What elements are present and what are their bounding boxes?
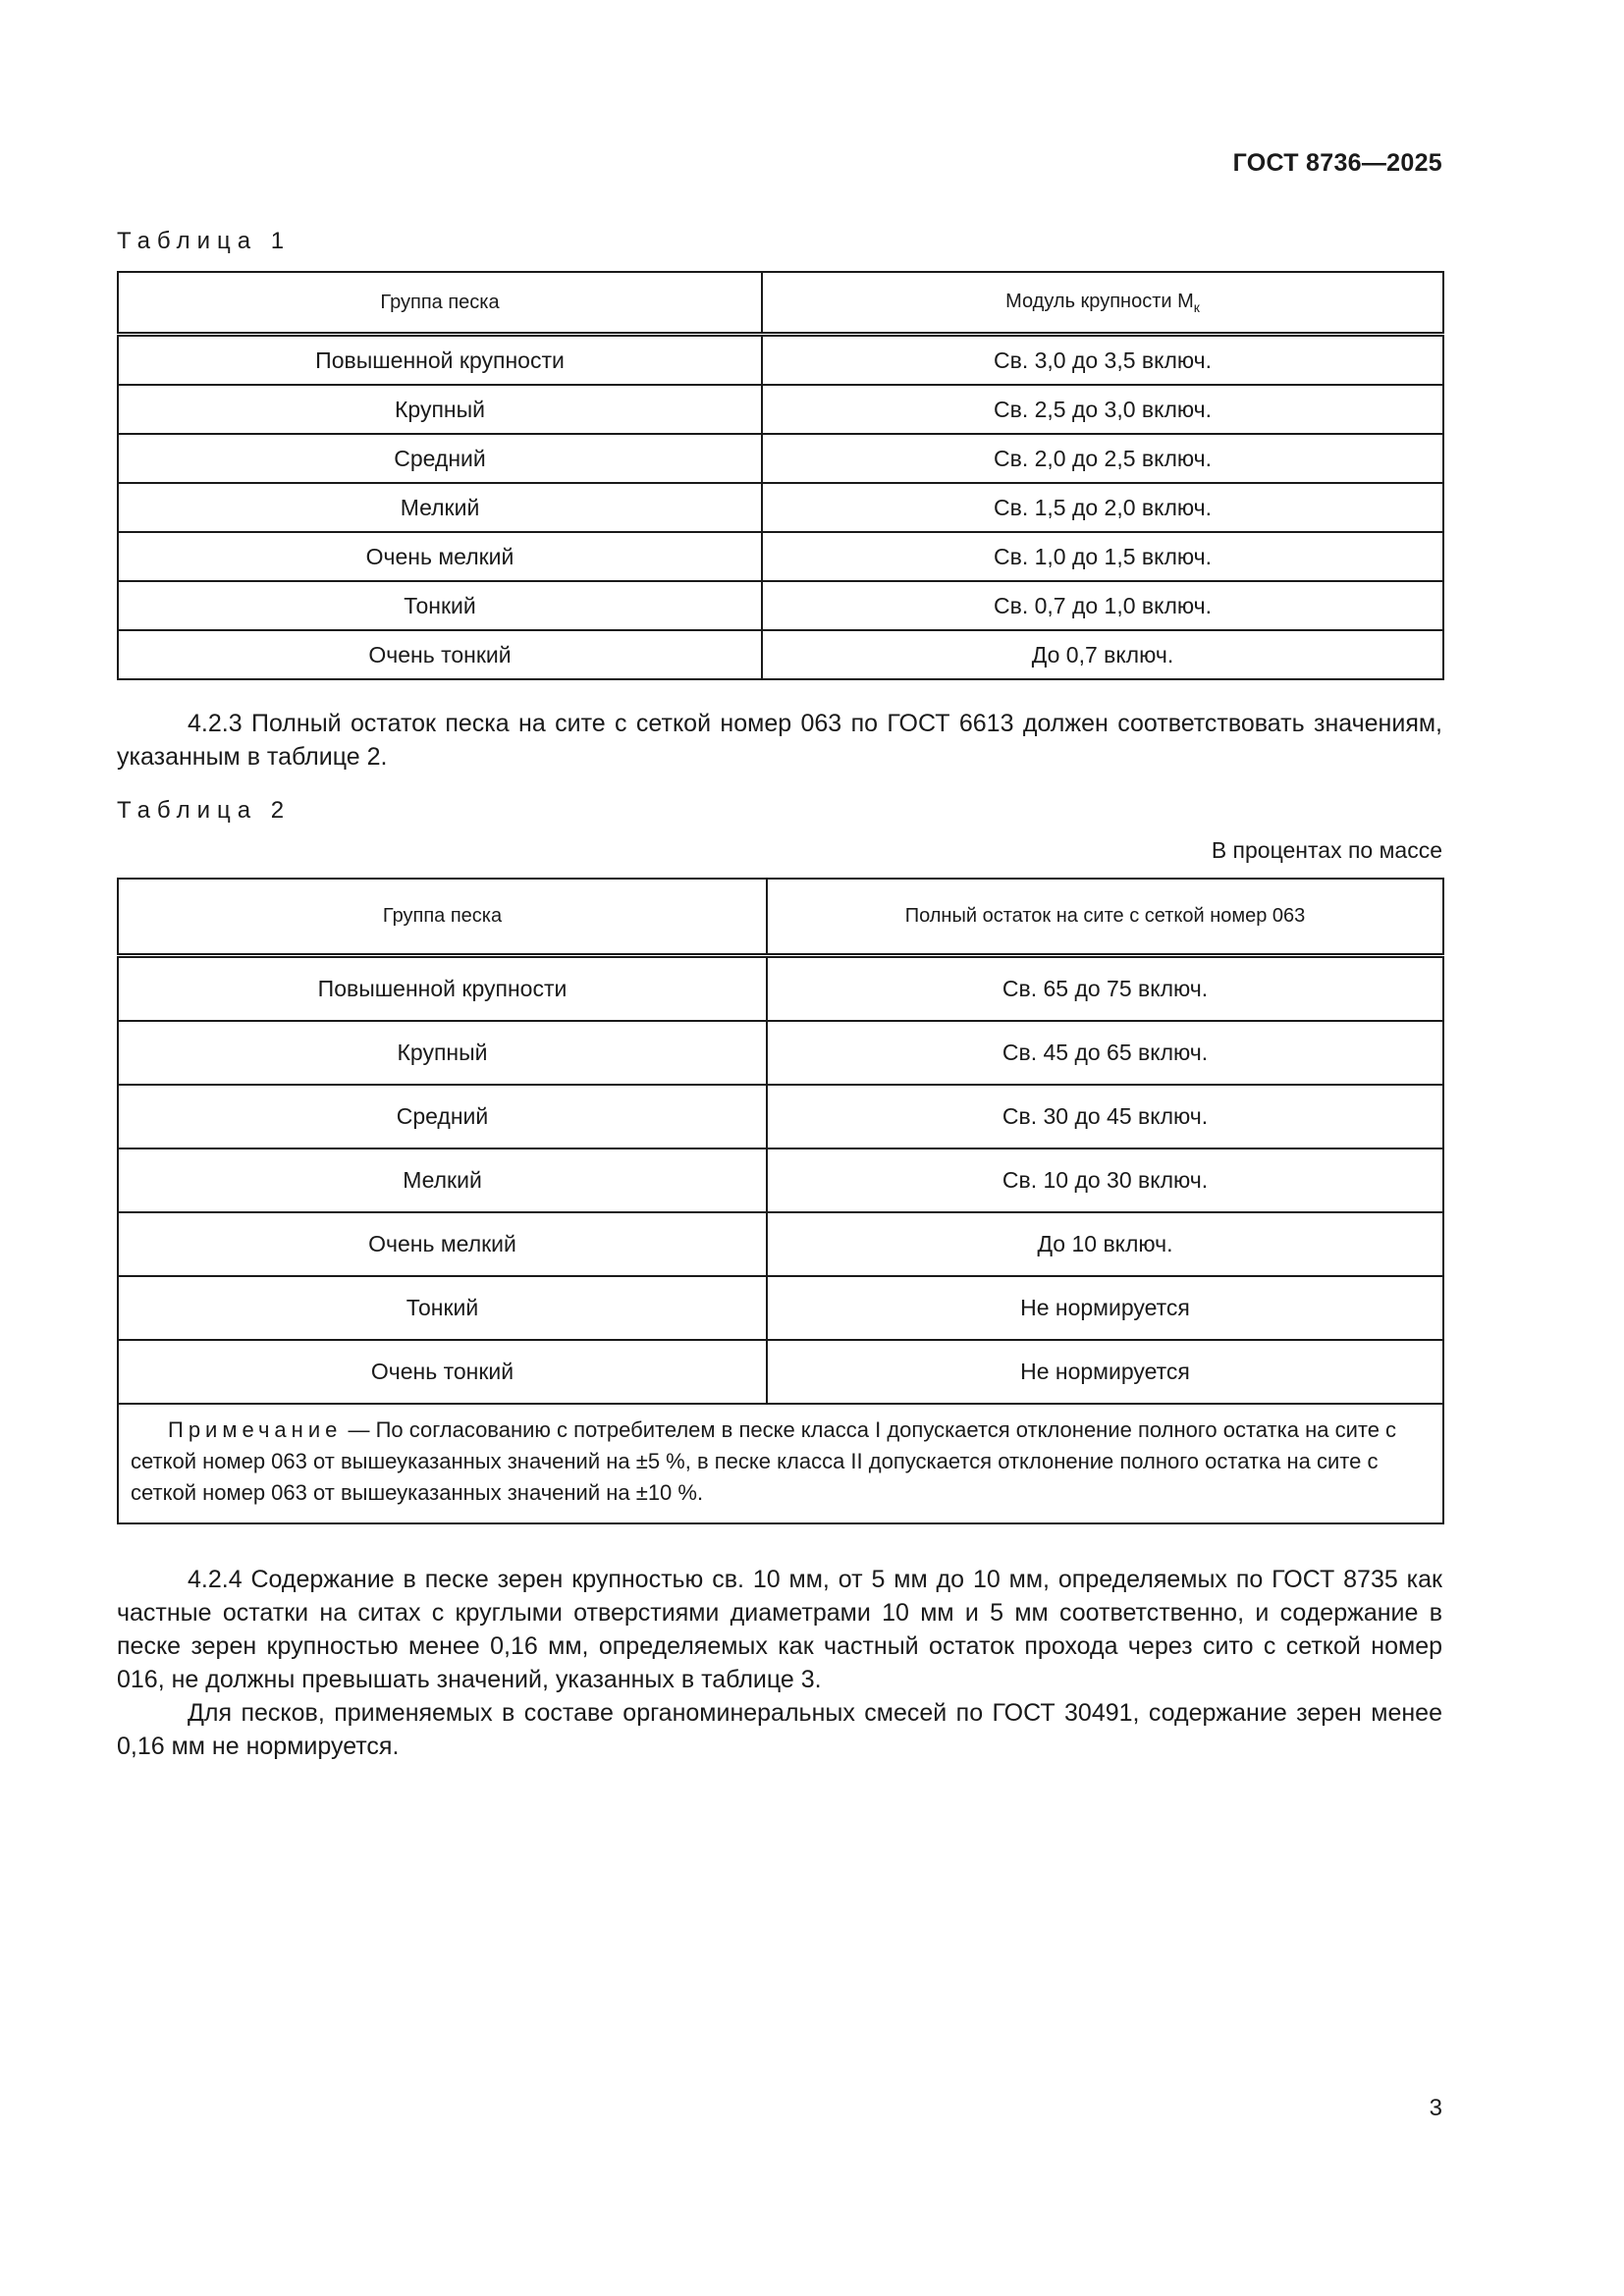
table2-cell: Св. 45 до 65 включ.	[767, 1021, 1443, 1085]
table2-cell: Не нормируется	[767, 1276, 1443, 1340]
table2-cell: До 10 включ.	[767, 1212, 1443, 1276]
table2-units: В процентах по массе	[1211, 837, 1442, 863]
table-row	[118, 532, 1443, 581]
table-row	[118, 434, 1443, 483]
table2	[117, 878, 1444, 1524]
table2-cell: Св. 30 до 45 включ.	[767, 1085, 1443, 1148]
table1-cell: Повышенной крупности	[118, 335, 762, 386]
table-row	[118, 1340, 1443, 1404]
table2-cell: Мелкий	[118, 1148, 767, 1212]
table2-cell: Очень мелкий	[118, 1212, 767, 1276]
paragraph-4-2-4-continued: Для песков, применяемых в составе органоминеральных смесей по ГОСТ 30491, содержание зерен менее 0,16 мм не нормируется.	[117, 1699, 1442, 1760]
table2-note	[118, 1404, 1443, 1523]
table-row	[118, 1212, 1443, 1276]
page-number: 3	[1429, 2095, 1442, 2121]
paragraph-4-2-3: 4.2.3 Полный остаток песка на сите с сеткой номер 063 по ГОСТ 6613 должен соответствовать значениям, указанным в таблице 2.	[117, 710, 1442, 771]
table2-header-group: Группа песка	[118, 879, 767, 956]
table1-cell: Очень тонкий	[118, 630, 762, 679]
table2-cell: Повышенной крупности	[118, 956, 767, 1022]
table-row	[118, 1085, 1443, 1148]
table1-cell: Св. 1,0 до 1,5 включ.	[762, 532, 1443, 581]
table1	[117, 271, 1444, 680]
table-row	[118, 581, 1443, 630]
note-label: Примечание	[168, 1417, 343, 1442]
table2-cell: Тонкий	[118, 1276, 767, 1340]
table1-cell: Крупный	[118, 385, 762, 434]
table1-cell: Мелкий	[118, 483, 762, 532]
table-row	[118, 483, 1443, 532]
table1-header-group: Группа песка	[118, 272, 762, 335]
table1-cell: Св. 2,0 до 2,5 включ.	[762, 434, 1443, 483]
table2-cell: Очень тонкий	[118, 1340, 767, 1404]
table1-cell: Св. 0,7 до 1,0 включ.	[762, 581, 1443, 630]
table1-cell: До 0,7 включ.	[762, 630, 1443, 679]
table2-cell: Св. 65 до 75 включ.	[767, 956, 1443, 1022]
paragraph-4-2-4: 4.2.4 Содержание в песке зерен крупностью св. 10 мм, от 5 мм до 10 мм, определяемых по ГОСТ 8735 как частные остатки на ситах с круглыми отверстиями диаметрами 10 мм и 5 мм соответственно, и содержание в песке зерен крупностью менее 0,16 мм, определяемых как частный остаток прохода через сито с сеткой номер 016, не должны превышать значений, указанных в таблице 3.	[117, 1566, 1442, 1693]
document-header-id: ГОСТ 8736—2025	[1232, 149, 1442, 177]
table2-cell: Не нормируется	[767, 1340, 1443, 1404]
table1-caption: Таблица 1	[117, 228, 292, 254]
table1-cell: Св. 2,5 до 3,0 включ.	[762, 385, 1443, 434]
table-row	[118, 956, 1443, 1022]
table2-cell: Крупный	[118, 1021, 767, 1085]
note-text: — По согласованию с потребителем в песке класса I допускается отклонение полного остатка на сите с сеткой номер 063 от вышеуказанных значений на ±5 %, в песке класса II допускается отклонение полного остатка на сите с сеткой номер 063 от вышеуказанных значений на ±10 %.	[131, 1417, 1397, 1505]
table-row	[118, 335, 1443, 386]
table2-caption: Таблица 2	[117, 797, 292, 824]
table2-header-residue: Полный остаток на сите с сеткой номер 063	[767, 879, 1443, 956]
table2-cell: Средний	[118, 1085, 767, 1148]
table-row	[118, 1021, 1443, 1085]
table-row	[118, 1148, 1443, 1212]
table1-cell: Тонкий	[118, 581, 762, 630]
table1-cell: Св. 1,5 до 2,0 включ.	[762, 483, 1443, 532]
table1-cell: Св. 3,0 до 3,5 включ.	[762, 335, 1443, 386]
table1-cell: Средний	[118, 434, 762, 483]
table1-cell: Очень мелкий	[118, 532, 762, 581]
table2-note-row	[118, 1404, 1443, 1523]
table-row	[118, 385, 1443, 434]
table-row	[118, 1276, 1443, 1340]
table1-header-modulus: Модуль крупности $М_к$	[762, 272, 1443, 335]
table-row	[118, 630, 1443, 679]
table2-cell: Св. 10 до 30 включ.	[767, 1148, 1443, 1212]
